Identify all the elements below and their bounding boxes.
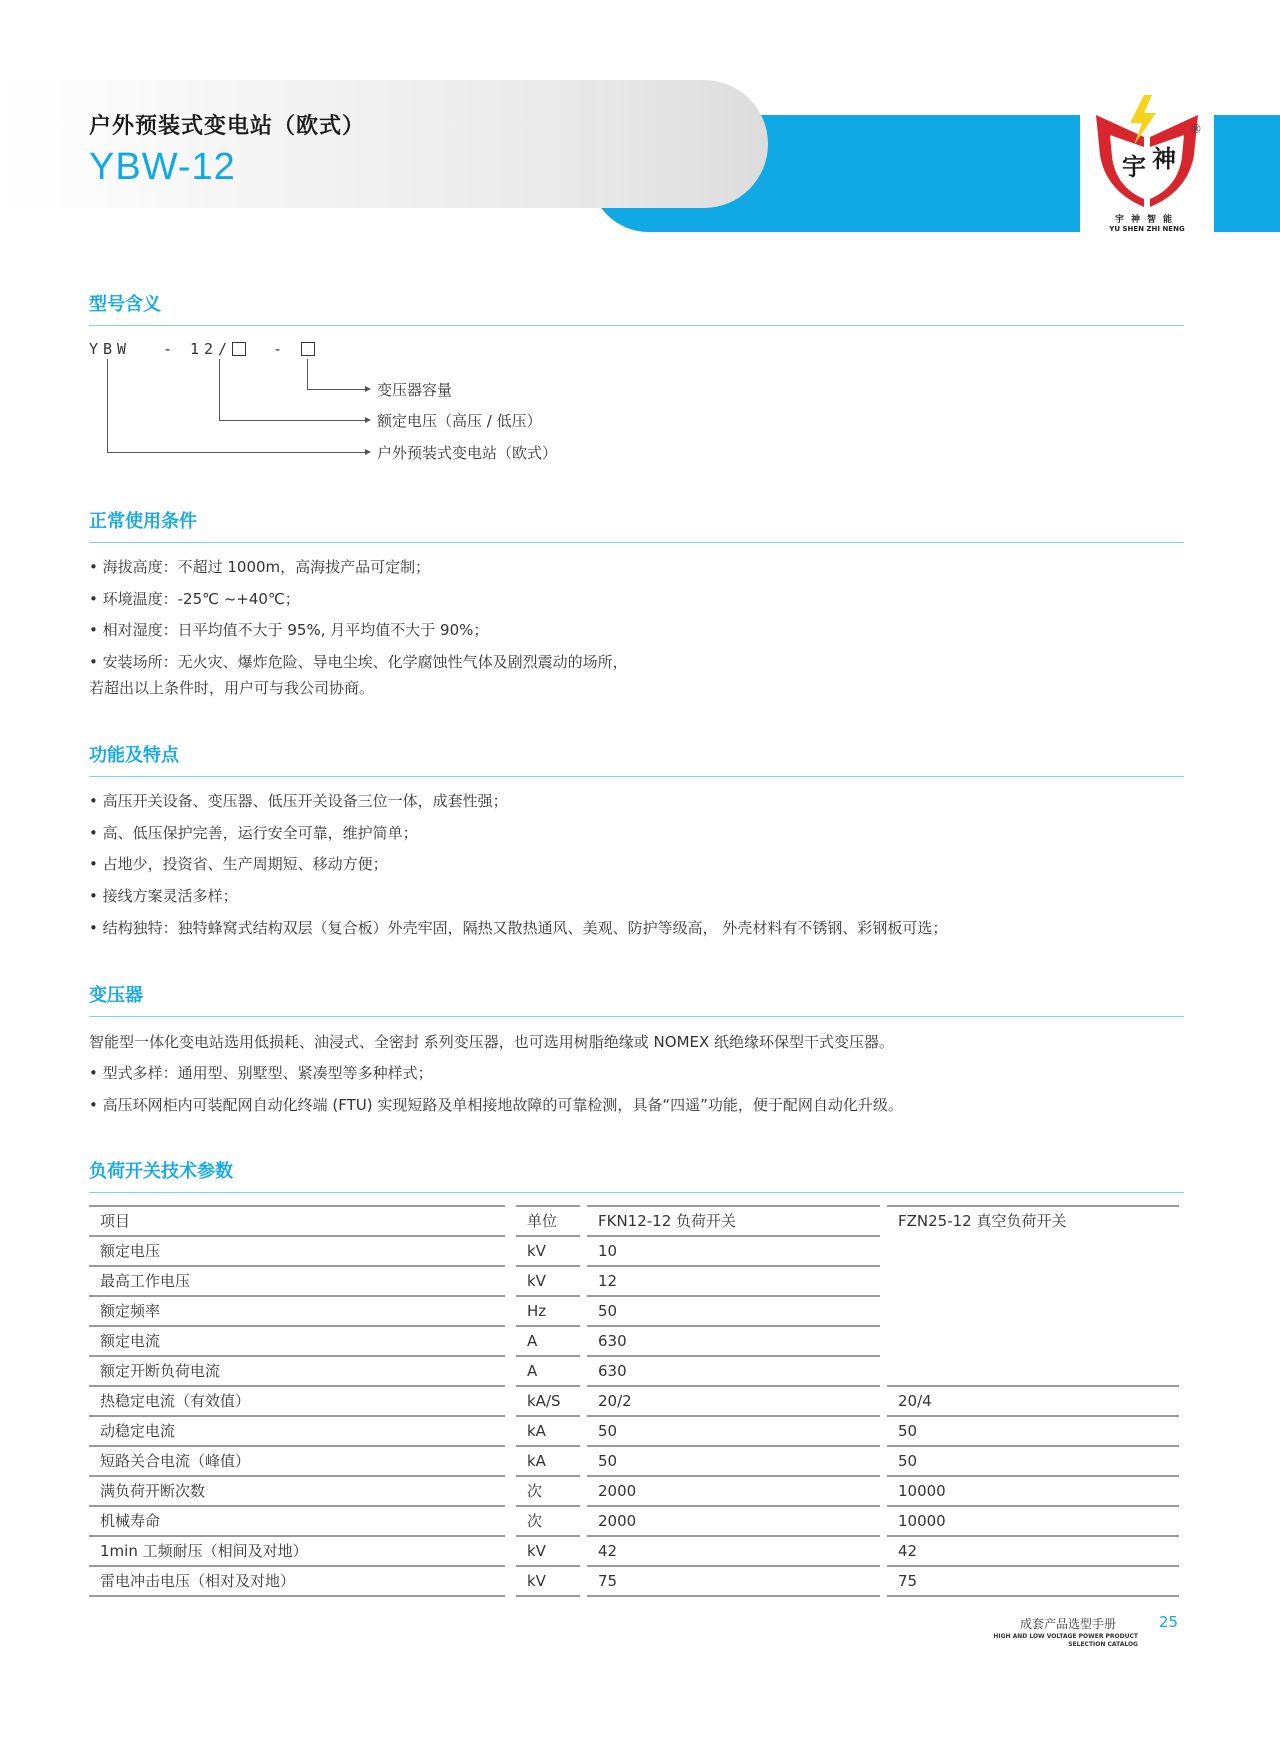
section-title-features: 功能及特点 xyxy=(89,745,179,766)
table-cell: 2000 xyxy=(587,1505,880,1532)
table-cell: kV xyxy=(516,1565,580,1592)
table-cell: 630 xyxy=(587,1325,880,1352)
condition-item: • 安装场所：无火灾、爆炸危险、导电尘埃、化学腐蚀性气体及剧烈震动的场所， xyxy=(89,653,628,671)
table-cell: 10000 xyxy=(887,1505,1179,1532)
logo-pinyin: YU SHEN ZHI NENG xyxy=(1109,225,1185,233)
table-cell: 2000 xyxy=(587,1475,880,1502)
feature-item: • 占地少，投资省、生产周期短、移动方便； xyxy=(89,855,388,873)
column-header-fzn25: FZN25-12 真空负荷开关 xyxy=(887,1205,1179,1232)
table-cell: 42 xyxy=(887,1535,1179,1562)
table-cell: 热稳定电流（有效值） xyxy=(89,1385,505,1412)
table-cell: 额定电流 xyxy=(89,1325,505,1352)
table-cell: kA xyxy=(516,1445,580,1472)
table-cell: 50 xyxy=(587,1295,880,1322)
page-title: 户外预装式变电站（欧式） xyxy=(89,114,366,139)
transformer-item: • 高压环网柜内可装配网自动化终端 (FTU) 实现短路及单相接地故障的可靠检测，具备“四遥”功能，便于配网自动化升级。 xyxy=(89,1096,903,1114)
model-code-dash: - xyxy=(273,340,288,358)
section-divider xyxy=(89,1192,1184,1193)
logo-text: 宇神智能 xyxy=(1114,215,1179,225)
section-divider xyxy=(89,542,1184,543)
transformer-item: • 型式多样：通用型、别墅型、紧凑型等多种样式； xyxy=(89,1064,433,1082)
registered-mark: ® xyxy=(1190,122,1202,136)
table-cell: kV xyxy=(516,1535,580,1562)
table-cell: 10000 xyxy=(887,1475,1179,1502)
table-row xyxy=(89,1445,1179,1475)
table-cell: kA/S xyxy=(516,1385,580,1412)
table-header-row xyxy=(89,1205,1179,1235)
feature-item: • 接线方案灵活多样； xyxy=(89,887,238,905)
table-cell: 动稳定电流 xyxy=(89,1415,505,1442)
table-cell: kA xyxy=(516,1415,580,1442)
condition-item: • 相对湿度：日平均值不大于 95%, 月平均值不大于 90%； xyxy=(89,621,489,639)
svg-text:宇: 宇 xyxy=(1122,152,1146,181)
table-bottom-rule xyxy=(89,1595,505,1597)
table-cell: A xyxy=(516,1325,580,1352)
connector-line xyxy=(107,359,108,452)
table-cell: 20/4 xyxy=(887,1385,1179,1412)
section-title-params: 负荷开关技术参数 xyxy=(89,1161,233,1182)
section-divider xyxy=(89,776,1184,777)
feature-item: • 高、低压保护完善，运行安全可靠，维护简单； xyxy=(89,824,418,842)
table-cell: 42 xyxy=(587,1535,880,1562)
table-cell: 最高工作电压 xyxy=(89,1265,505,1292)
table-cell: kV xyxy=(516,1265,580,1292)
table-row xyxy=(89,1325,1179,1355)
table-row xyxy=(89,1355,1179,1385)
table-row xyxy=(89,1295,1179,1325)
params-table xyxy=(89,1205,1179,1595)
model-code-box-capacity xyxy=(301,342,315,356)
model-code-prefix: YBW xyxy=(89,340,132,358)
table-row xyxy=(89,1415,1179,1445)
table-bottom-rule xyxy=(887,1595,1179,1597)
header-blue-tab xyxy=(1214,115,1280,232)
table-cell: 次 xyxy=(516,1475,580,1502)
catalog-title: 成套产品选型手册 xyxy=(1020,1617,1117,1631)
table-cell xyxy=(887,1295,1179,1322)
table-cell: 20/2 xyxy=(587,1385,880,1412)
table-bottom-rule xyxy=(516,1595,580,1597)
table-cell xyxy=(887,1325,1179,1352)
transformer-text: 智能型一体化变电站选用低损耗、油浸式、全密封 系列变压器，也可选用树脂绝缘或 NOMEX 纸绝缘环保型干式变压器。 xyxy=(89,1033,895,1051)
table-row xyxy=(89,1385,1179,1415)
table-row xyxy=(89,1475,1179,1505)
section-title-model: 型号含义 xyxy=(89,294,161,315)
table-cell: 50 xyxy=(887,1445,1179,1472)
condition-item: • 环境温度：-25℃ ~+40℃； xyxy=(89,590,300,608)
catalog-title-en: HIGH AND LOW VOLTAGE POWER PRODUCT xyxy=(993,1633,1138,1640)
table-cell: 额定电压 xyxy=(89,1235,505,1262)
section-title-transformer: 变压器 xyxy=(89,985,143,1006)
arrow-icon xyxy=(365,417,371,423)
company-logo-icon xyxy=(1092,95,1202,210)
condition-item: • 海拔高度：不超过 1000m，高海拔产品可定制； xyxy=(89,558,431,576)
table-cell: 630 xyxy=(587,1355,880,1382)
section-divider xyxy=(89,1016,1184,1017)
table-cell: 10 xyxy=(587,1235,880,1262)
column-header-item: 项目 xyxy=(89,1205,505,1232)
table-cell: 50 xyxy=(587,1445,880,1472)
section-divider xyxy=(89,325,1184,326)
table-cell: 雷电冲击电压（相对及对地） xyxy=(89,1565,505,1592)
table-cell: 50 xyxy=(887,1415,1179,1442)
header-gray-cap xyxy=(598,80,768,208)
connector-line xyxy=(219,359,220,420)
section-title-conditions: 正常使用条件 xyxy=(89,511,197,532)
table-row xyxy=(89,1565,1179,1595)
label-capacity: 变压器容量 xyxy=(377,381,453,399)
connector-line xyxy=(219,420,365,421)
table-cell: 50 xyxy=(587,1415,880,1442)
table-cell: 额定频率 xyxy=(89,1295,505,1322)
model-code-box-voltage xyxy=(232,342,246,356)
table-cell: 机械寿命 xyxy=(89,1505,505,1532)
condition-note: 若超出以上条件时，用户可与我公司协商。 xyxy=(89,679,375,697)
feature-item: • 高压开关设备、变压器、低压开关设备三位一体，成套性强； xyxy=(89,792,508,810)
table-cell: 75 xyxy=(587,1565,880,1592)
model-code-voltage: 12/ xyxy=(190,340,233,358)
table-cell: 12 xyxy=(587,1265,880,1292)
table-cell xyxy=(887,1235,1179,1262)
table-row xyxy=(89,1265,1179,1295)
feature-item: • 结构独特：独特蜂窝式结构双层（复合板）外壳牢固，隔热又散热通风、美观、防护等级高， 外壳材料有不锈钢、彩钢板可选； xyxy=(89,919,948,937)
table-cell: 75 xyxy=(887,1565,1179,1592)
connector-line xyxy=(307,359,308,389)
table-row xyxy=(89,1505,1179,1535)
table-row xyxy=(89,1535,1179,1565)
label-product-type: 户外预装式变电站（欧式） xyxy=(377,444,558,462)
column-header-unit: 单位 xyxy=(516,1205,580,1232)
model-code-dash: - xyxy=(163,340,178,358)
arrow-icon xyxy=(365,386,371,392)
model-title: YBW-12 xyxy=(89,146,236,188)
page-number: 25 xyxy=(1159,1613,1179,1631)
column-header-fkn12: FKN12-12 负荷开关 xyxy=(587,1205,880,1232)
table-cell: Hz xyxy=(516,1295,580,1322)
label-rated-voltage: 额定电压（高压 / 低压） xyxy=(377,412,542,430)
connector-line xyxy=(307,389,365,390)
table-cell: 1min 工频耐压（相间及对地） xyxy=(89,1535,505,1562)
catalog-title-en: SELECTION CATALOG xyxy=(1068,1641,1138,1648)
table-cell: A xyxy=(516,1355,580,1382)
table-cell xyxy=(887,1265,1179,1292)
table-cell: 短路关合电流（峰值） xyxy=(89,1445,505,1472)
table-cell: kV xyxy=(516,1235,580,1262)
connector-line xyxy=(107,452,365,453)
svg-text:神: 神 xyxy=(1152,144,1176,173)
table-bottom-rule xyxy=(587,1595,880,1597)
table-row xyxy=(89,1235,1179,1265)
arrow-icon xyxy=(365,449,371,455)
table-cell: 满负荷开断次数 xyxy=(89,1475,505,1502)
table-cell: 次 xyxy=(516,1505,580,1532)
table-cell xyxy=(887,1355,1179,1382)
table-cell: 额定开断负荷电流 xyxy=(89,1355,505,1382)
